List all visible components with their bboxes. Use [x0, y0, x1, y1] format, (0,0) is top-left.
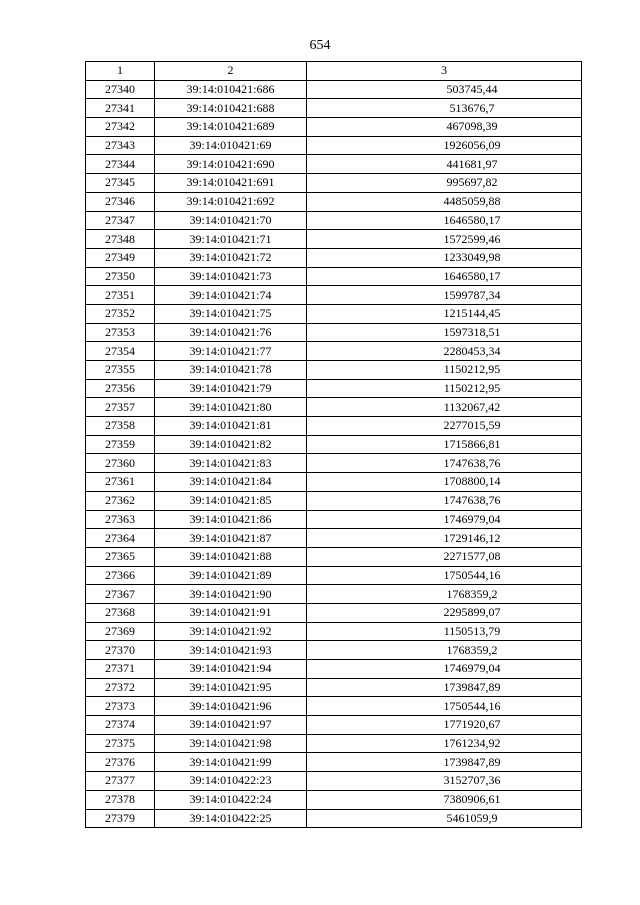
table-row: [86, 491, 582, 510]
table-header-row: [86, 62, 582, 81]
table-body: [86, 80, 582, 828]
value-cell: 1739847,89: [307, 678, 582, 697]
row-number-cell: 27368: [86, 603, 155, 622]
row-number-cell: 27341: [86, 99, 155, 118]
value-cell: 3152707,36: [307, 772, 582, 791]
value-cell: 1747638,76: [307, 491, 582, 510]
cadastral-number-cell: 39:14:010421:76: [155, 323, 307, 342]
row-number-cell: 27346: [86, 192, 155, 211]
value-cell: 1761234,92: [307, 734, 582, 753]
table-row: [86, 603, 582, 622]
value-cell: 1132067,42: [307, 398, 582, 417]
row-number-cell: 27377: [86, 772, 155, 791]
row-number-cell: 27349: [86, 248, 155, 267]
row-number-cell: 27353: [86, 323, 155, 342]
value-cell: 1750544,16: [307, 566, 582, 585]
table-row: [86, 529, 582, 548]
value-cell: 1708800,14: [307, 473, 582, 492]
row-number-cell: 27375: [86, 734, 155, 753]
row-number-cell: 27379: [86, 809, 155, 828]
table-row: [86, 510, 582, 529]
table-row: [86, 678, 582, 697]
row-number-cell: 27361: [86, 473, 155, 492]
cadastral-number-cell: 39:14:010421:92: [155, 622, 307, 641]
table-row: [86, 379, 582, 398]
table-row: [86, 660, 582, 679]
cadastral-number-cell: 39:14:010421:98: [155, 734, 307, 753]
table-row: [86, 118, 582, 137]
table-row: [86, 286, 582, 305]
value-cell: 4485059,88: [307, 192, 582, 211]
cadastral-number-cell: 39:14:010421:87: [155, 529, 307, 548]
value-cell: 1750544,16: [307, 697, 582, 716]
cadastral-number-cell: 39:14:010421:79: [155, 379, 307, 398]
value-cell: 1739847,89: [307, 753, 582, 772]
table-row: [86, 473, 582, 492]
cadastral-number-cell: 39:14:010421:74: [155, 286, 307, 305]
row-number-cell: 27348: [86, 230, 155, 249]
row-number-cell: 27370: [86, 641, 155, 660]
value-cell: 1747638,76: [307, 454, 582, 473]
row-number-cell: 27362: [86, 491, 155, 510]
table-row: [86, 192, 582, 211]
table-row: [86, 790, 582, 809]
cadastral-number-cell: 39:14:010421:88: [155, 547, 307, 566]
value-cell: 1150212,95: [307, 361, 582, 380]
cadastral-number-cell: 39:14:010421:692: [155, 192, 307, 211]
cadastral-number-cell: 39:14:010421:90: [155, 585, 307, 604]
table-row: [86, 398, 582, 417]
value-cell: 1746979,04: [307, 660, 582, 679]
value-cell: 1597318,51: [307, 323, 582, 342]
table-row: [86, 136, 582, 155]
cadastral-number-cell: 39:14:010421:81: [155, 417, 307, 436]
value-cell: 1771920,67: [307, 716, 582, 735]
row-number-cell: 27373: [86, 697, 155, 716]
row-number-cell: 27350: [86, 267, 155, 286]
value-cell: 1572599,46: [307, 230, 582, 249]
table-row: [86, 547, 582, 566]
page-number: 654: [309, 38, 331, 53]
table-row: [86, 734, 582, 753]
value-cell: 1150212,95: [307, 379, 582, 398]
value-cell: 1150513,79: [307, 622, 582, 641]
row-number-cell: 27343: [86, 136, 155, 155]
value-cell: 1215144,45: [307, 304, 582, 323]
row-number-cell: 27344: [86, 155, 155, 174]
value-cell: 1233049,98: [307, 248, 582, 267]
cadastral-number-cell: 39:14:010421:94: [155, 660, 307, 679]
cadastral-number-cell: 39:14:010421:80: [155, 398, 307, 417]
row-number-cell: 27347: [86, 211, 155, 230]
row-number-cell: 27342: [86, 118, 155, 137]
table-row: [86, 323, 582, 342]
cadastral-number-cell: 39:14:010421:93: [155, 641, 307, 660]
value-cell: 1646580,17: [307, 267, 582, 286]
table-row: [86, 342, 582, 361]
table-row: [86, 772, 582, 791]
value-cell: 513676,7: [307, 99, 582, 118]
cadastral-number-cell: 39:14:010421:70: [155, 211, 307, 230]
row-number-cell: 27360: [86, 454, 155, 473]
cadastral-number-cell: 39:14:010421:91: [155, 603, 307, 622]
row-number-cell: 27374: [86, 716, 155, 735]
value-cell: 1926056,09: [307, 136, 582, 155]
value-cell: 7380906,61: [307, 790, 582, 809]
cadastral-number-cell: 39:14:010421:691: [155, 174, 307, 193]
cadastral-number-cell: 39:14:010421:77: [155, 342, 307, 361]
cadastral-number-cell: 39:14:010421:85: [155, 491, 307, 510]
row-number-cell: 27359: [86, 435, 155, 454]
table-row: [86, 248, 582, 267]
value-cell: 503745,44: [307, 80, 582, 99]
data-table: [85, 61, 582, 828]
value-cell: 2280453,34: [307, 342, 582, 361]
cadastral-number-cell: 39:14:010422:23: [155, 772, 307, 791]
table-row: [86, 566, 582, 585]
table-row: [86, 304, 582, 323]
row-number-cell: 27372: [86, 678, 155, 697]
cadastral-number-cell: 39:14:010421:95: [155, 678, 307, 697]
row-number-cell: 27363: [86, 510, 155, 529]
cadastral-number-cell: 39:14:010421:78: [155, 361, 307, 380]
value-cell: 1768359,2: [307, 641, 582, 660]
row-number-cell: 27357: [86, 398, 155, 417]
cadastral-number-cell: 39:14:010421:82: [155, 435, 307, 454]
row-number-cell: 27367: [86, 585, 155, 604]
cadastral-number-cell: 39:14:010421:99: [155, 753, 307, 772]
cadastral-number-cell: 39:14:010421:72: [155, 248, 307, 267]
row-number-cell: 27376: [86, 753, 155, 772]
value-cell: 2295899,07: [307, 603, 582, 622]
value-cell: 1729146,12: [307, 529, 582, 548]
cadastral-number-cell: 39:14:010421:75: [155, 304, 307, 323]
row-number-cell: 27378: [86, 790, 155, 809]
value-cell: 5461059,9: [307, 809, 582, 828]
cadastral-number-cell: 39:14:010421:689: [155, 118, 307, 137]
row-number-cell: 27358: [86, 417, 155, 436]
table-row: [86, 641, 582, 660]
table-row: [86, 80, 582, 99]
cadastral-number-cell: 39:14:010421:86: [155, 510, 307, 529]
value-cell: 441681,97: [307, 155, 582, 174]
row-number-cell: 27355: [86, 361, 155, 380]
value-cell: 1599787,34: [307, 286, 582, 305]
table-row: [86, 622, 582, 641]
cadastral-number-cell: 39:14:010422:24: [155, 790, 307, 809]
cadastral-number-cell: 39:14:010421:686: [155, 80, 307, 99]
row-number-cell: 27365: [86, 547, 155, 566]
table-row: [86, 697, 582, 716]
value-cell: 1768359,2: [307, 585, 582, 604]
row-number-cell: 27340: [86, 80, 155, 99]
value-cell: 1646580,17: [307, 211, 582, 230]
table-row: [86, 361, 582, 380]
table-row: [86, 585, 582, 604]
cadastral-number-cell: 39:14:010421:89: [155, 566, 307, 585]
row-number-cell: 27351: [86, 286, 155, 305]
table-row: [86, 174, 582, 193]
row-number-cell: 27366: [86, 566, 155, 585]
cadastral-number-cell: 39:14:010421:96: [155, 697, 307, 716]
row-number-cell: 27371: [86, 660, 155, 679]
table-row: [86, 753, 582, 772]
value-cell: 2271577,08: [307, 547, 582, 566]
cadastral-number-cell: 39:14:010422:25: [155, 809, 307, 828]
table-row: [86, 99, 582, 118]
row-number-cell: 27352: [86, 304, 155, 323]
value-cell: 995697,82: [307, 174, 582, 193]
table-row: [86, 716, 582, 735]
table-row: [86, 211, 582, 230]
cadastral-number-cell: 39:14:010421:73: [155, 267, 307, 286]
cadastral-number-cell: 39:14:010421:71: [155, 230, 307, 249]
cadastral-number-cell: 39:14:010421:69: [155, 136, 307, 155]
table-row: [86, 155, 582, 174]
column-header-1: 1: [86, 62, 155, 81]
row-number-cell: 27354: [86, 342, 155, 361]
table-row: [86, 454, 582, 473]
cadastral-number-cell: 39:14:010421:84: [155, 473, 307, 492]
row-number-cell: 27364: [86, 529, 155, 548]
table-row: [86, 230, 582, 249]
cadastral-number-cell: 39:14:010421:97: [155, 716, 307, 735]
cadastral-number-cell: 39:14:010421:688: [155, 99, 307, 118]
table-row: [86, 809, 582, 828]
value-cell: 2277015,59: [307, 417, 582, 436]
table-row: [86, 417, 582, 436]
row-number-cell: 27356: [86, 379, 155, 398]
value-cell: 467098,39: [307, 118, 582, 137]
row-number-cell: 27369: [86, 622, 155, 641]
column-header-2: 2: [155, 62, 307, 81]
column-header-3: 3: [307, 62, 582, 81]
table-row: [86, 435, 582, 454]
cadastral-number-cell: 39:14:010421:690: [155, 155, 307, 174]
table-row: [86, 267, 582, 286]
cadastral-number-cell: 39:14:010421:83: [155, 454, 307, 473]
value-cell: 1746979,04: [307, 510, 582, 529]
value-cell: 1715866,81: [307, 435, 582, 454]
row-number-cell: 27345: [86, 174, 155, 193]
